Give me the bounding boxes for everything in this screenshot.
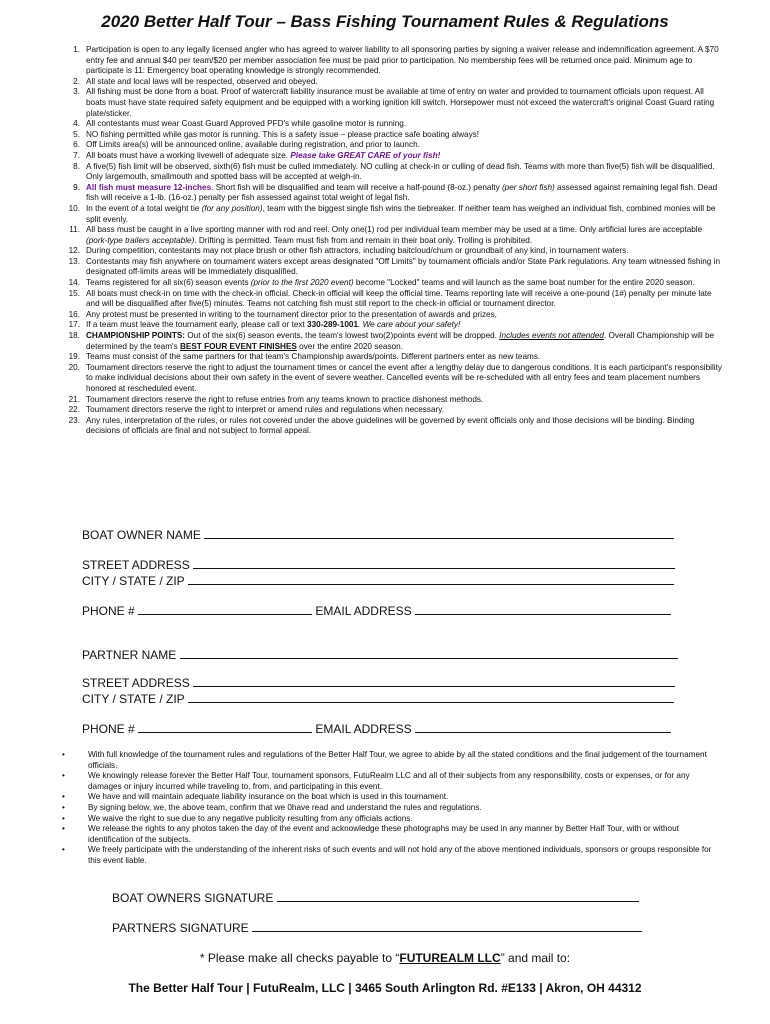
- partner-signature-field[interactable]: [252, 921, 642, 932]
- rule-number: 12.: [68, 246, 80, 256]
- rule-number: 8.: [73, 161, 80, 171]
- rule-item: [62, 77, 724, 88]
- boat-owner-name-field[interactable]: [204, 528, 674, 539]
- bullet-icon: •: [62, 813, 65, 823]
- email-label: EMAIL ADDRESS: [315, 604, 412, 618]
- boat-owner-street-row: [82, 558, 675, 572]
- boat-owner-email-field[interactable]: [415, 604, 671, 615]
- street-address-label: STREET ADDRESS: [82, 558, 190, 572]
- rule-number: 14.: [68, 278, 80, 288]
- rule-text: Participation is open to any legally licensed angler who has agreed to waiver liability to all sponsoring parties by signing a waiver release and indemnification agreement. A $70 entry fee and annual $40 per team/$20 per member association fee must be paid prior to participation. No membership fees will be returned once paid. Minimum age to participate is 11: Emergency boat operating knowledge is strongly recommended.: [86, 45, 719, 76]
- waiver-text: We have and will maintain adequate liability insurance on the boat which is used in this tournament.: [88, 792, 449, 802]
- payment-instructions: [0, 951, 770, 965]
- city-state-zip-label: CITY / STATE / ZIP: [82, 692, 185, 706]
- rule-number: 2.: [73, 76, 80, 86]
- partner-signature-label: PARTNERS SIGNATURE: [112, 921, 249, 935]
- partner-name-label: PARTNER NAME: [82, 648, 177, 662]
- rule-text: Teams registered for all six(6) season events: [86, 278, 251, 288]
- rule-item: [62, 310, 724, 321]
- bullet-icon: •: [62, 845, 65, 855]
- rule-text: Any rules, interpretation of the rules, or rules not covered under the above guidelines will be governed by event officials only and those decisions will be binding. Binding decisions of officials are final and not subject to formal appeal.: [86, 415, 695, 436]
- waiver-text: We knowingly release forever the Better Half Tour, tournament sponsors, FutuRealm LLC and all of their subjects from any responsibility, costs or expenses, or for any damages or injury incurred while traveling to, from, and participating in this event.: [88, 771, 690, 791]
- bullet-icon: •: [62, 792, 65, 802]
- rule-emphasis: All fish must measure 12-inches: [86, 182, 212, 192]
- partner-name-row: [82, 648, 678, 662]
- rule-item: [62, 405, 724, 416]
- partner-city-row: [82, 692, 674, 706]
- rule-number: 4.: [73, 119, 80, 129]
- rule-emphasis: CHAMPIONSHIP POINTS:: [86, 331, 186, 341]
- page-title: 2020 Better Half Tour – Bass Fishing Tournament Rules & Regulations: [101, 12, 669, 31]
- partner-contact-row: [82, 722, 671, 736]
- rule-item: [62, 87, 724, 119]
- rule-text: A five(5) fish limit will be observed, sixth(6) fish must be culled immediately. NO culling at check-in or culling of dead fish. Teams with more than five(5) fish will be disqualified. Only largemouth, smallmouth and spotted bass will be accepted at weigh-in.: [86, 161, 715, 182]
- mailing-address: The Better Half Tour | FutuRealm, LLC | 3465 South Arlington Rd. #E133 | Akron, OH 44312: [128, 981, 642, 995]
- rule-item: [62, 162, 724, 183]
- partner-email-field[interactable]: [415, 722, 671, 733]
- rule-item: [62, 246, 724, 257]
- rule-text: NO fishing permitted while gas motor is running. This is a safety issue – please practice safe boating always!: [86, 129, 480, 139]
- waiver-item: [62, 845, 722, 866]
- rule-item: [62, 363, 724, 395]
- rule-number: 15.: [68, 288, 80, 298]
- rule-text: If a team must leave the tournament early, please call or text: [86, 320, 308, 330]
- rule-item: [62, 289, 724, 310]
- rule-text: All state and local laws will be respected, observed and obeyed.: [86, 76, 318, 86]
- rule-emphasis: Please take GREAT CARE of your fish!: [290, 150, 441, 160]
- rule-number: 11.: [69, 225, 80, 235]
- boat-owner-city-row: [82, 574, 674, 588]
- bullet-icon: •: [62, 802, 65, 812]
- rule-number: 20.: [68, 362, 80, 372]
- rule-emphasis: BEST FOUR EVENT FINISHES: [179, 341, 297, 351]
- rule-text: become "Locked" teams and will launch as the same boat number for the entire 2020 season.: [353, 278, 695, 288]
- phone-number: 330-289-1001: [307, 320, 359, 330]
- rule-number: 7.: [73, 150, 80, 160]
- boat-owner-city-field[interactable]: [188, 574, 674, 585]
- rule-text: Off Limits area(s) will be announced online, available during registration, and prior to launch.: [86, 140, 420, 150]
- partner-street-field[interactable]: [193, 676, 675, 687]
- waiver-text: We waive the right to sue due to any negative publicity resulting from any officials actions.: [88, 813, 413, 823]
- waiver-text: By signing below, we, the above team, confirm that we 0have read and understand the rules and regulations.: [88, 802, 482, 812]
- waiver-item: [62, 803, 722, 814]
- rule-text: Tournament directors reserve the right to adjust the tournament times or cancel the event after a lengthy delay due to dangerous conditions. It is each participant's responsibility to make individual decisions about their own safety in the event of severe weather. Cancelled events will be re-scheduled with all entry fees and team placement numbers honored at rescheduled event.: [86, 362, 722, 393]
- street-address-label: STREET ADDRESS: [82, 676, 190, 690]
- phone-label: PHONE #: [82, 722, 135, 736]
- rule-number: 3.: [73, 87, 80, 97]
- rule-number: 6.: [73, 140, 80, 150]
- rule-number: 9.: [73, 182, 80, 192]
- rule-italic: (per short fish): [501, 182, 555, 192]
- rule-item: [62, 395, 724, 406]
- rule-text: In the event of a total weight tie: [86, 203, 202, 213]
- rule-italic: (for any position): [201, 203, 263, 213]
- rule-text: All contestants must wear Coast Guard Approved PFD's while gasoline motor is running.: [86, 119, 407, 129]
- waiver-item: [62, 824, 722, 845]
- rule-number: 17.: [68, 320, 80, 330]
- rule-number: 13.: [68, 256, 80, 266]
- email-label: EMAIL ADDRESS: [315, 722, 412, 736]
- waiver-text: With full knowledge of the tournament rules and regulations of the Better Half Tour, we agree to abide by all the stated conditions and the final judgement of the tournament officials.: [88, 750, 707, 770]
- waiver-list: [62, 750, 722, 867]
- bullet-icon: •: [62, 824, 65, 834]
- rule-text: Tournament directors reserve the right to refuse entries from any teams known to practice dishonest methods.: [86, 394, 484, 404]
- rule-number: 18.: [68, 331, 80, 341]
- rule-text: . Overall Championship will be determined by the team's: [86, 331, 715, 351]
- rule-text: All fishing must be done from a boat. Proof of watercraft liability insurance must be available at time of entry on water and provided to tournament officials upon request. All boats must have state required safety equipment and be equipped with a working ignition kill switch. Horsepower must not exceed the watercraft's original Coast Guard rating plate/sticker.: [86, 87, 715, 118]
- rule-text: Tournament directors reserve the right to interpret or amend rules and regulations when necessary.: [86, 405, 445, 415]
- waiver-item: [62, 814, 722, 825]
- rule-number: 22.: [68, 405, 80, 415]
- payment-text: * Please make all checks payable to “: [199, 951, 400, 965]
- rule-item: [62, 225, 724, 246]
- waiver-item: [62, 750, 722, 771]
- boat-owner-name-row: [82, 528, 674, 542]
- rule-number: 23.: [68, 415, 80, 425]
- boat-owner-contact-row: [82, 604, 671, 618]
- rule-item: [62, 140, 724, 151]
- partner-name-field[interactable]: [180, 648, 678, 659]
- rule-item: [62, 183, 724, 204]
- phone-label: PHONE #: [82, 604, 135, 618]
- boat-owner-phone-field[interactable]: [138, 604, 312, 615]
- boat-owner-name-label: BOAT OWNER NAME: [82, 528, 201, 542]
- partner-street-row: [82, 676, 675, 690]
- partner-signature-row: [112, 921, 642, 935]
- payment-text: ” and mail to:: [500, 951, 571, 965]
- rule-text: Teams must consist of the same partners for that team's Championship awards/points. Different partners enter as new teams.: [86, 352, 541, 362]
- rule-text: . Drifting is permitted. Team must fish from and remain in their boat only. Trolling is prohibited.: [194, 235, 533, 245]
- waiver-item: [62, 792, 722, 803]
- boat-owner-signature-field[interactable]: [277, 891, 639, 902]
- rule-item: [62, 204, 724, 225]
- rule-number: 21.: [68, 394, 80, 404]
- rule-item: [62, 416, 724, 437]
- rule-item: [62, 45, 724, 77]
- rule-item: [62, 352, 724, 363]
- rule-text: During competition, contestants may not place brush or other fish attractors, including baitcloud/chum or groundbait of any kind, in tournament waters.: [86, 246, 629, 256]
- rule-italic: (prior to the first 2020 event): [250, 278, 354, 288]
- waiver-text: We freely participate with the understanding of the inherent risks of such events and will not hold any of the above mentioned individuals, sponsors or groups responsible for this event liable.: [88, 845, 712, 865]
- waiver-text: We release the rights to any photos taken the day of the event and acknowledge these photographs may be used in any manner by Better Half Tour, with or without identification of the subjects.: [88, 824, 679, 844]
- rule-text: , team with the biggest single fish wins the tiebreaker. If neither team has weighed an individual fish, combined monies will be split evenly.: [86, 203, 716, 224]
- rule-text: All bass must be caught in a live sporting manner with rod and reel. Only one(1) rod per individual team member may be used at a time. Only artificial lures are acceptable: [86, 225, 703, 235]
- rule-text: . Short fish will be disqualified and team will receive a half-pound (8-oz.) penalty: [211, 182, 502, 192]
- rule-item: [62, 119, 724, 130]
- boat-owner-signature-label: BOAT OWNERS SIGNATURE: [112, 891, 274, 905]
- rule-italic: Includes events not attended: [499, 331, 604, 341]
- city-state-zip-label: CITY / STATE / ZIP: [82, 574, 185, 588]
- rule-text: All boats must have a working livewell of adequate size.: [86, 150, 291, 160]
- rule-number: 19.: [68, 352, 80, 362]
- rule-text: All boats must check-in on time with the check-in official. Check-in official will keep the official time. Teams reporting late will receive a one-pound (1#) penalty per minute late and will be disqualified after five(5) minutes. Teams not catching fish must still report to the check-in official or tournament director.: [86, 288, 712, 309]
- rule-number: 10.: [68, 203, 80, 213]
- rule-item: [62, 331, 724, 352]
- rule-text: Contestants may fish anywhere on tournament waters except areas designated "Off Limits" by tournament officials and/or State Park regulations. Any team witnessed fishing in designated off-limits areas will be immediately disqualified.: [86, 256, 721, 277]
- rule-item: [62, 130, 724, 141]
- rule-item: [62, 320, 724, 331]
- waiver-item: [62, 771, 722, 792]
- boat-owner-street-field[interactable]: [193, 558, 675, 569]
- rule-item: [62, 257, 724, 278]
- rule-number: 1.: [73, 45, 80, 54]
- rule-italic: (pork-type trailers acceptable): [86, 235, 195, 245]
- rule-italic: . We care about your safety!: [358, 320, 461, 330]
- boat-owner-signature-row: [112, 891, 639, 905]
- payee-name: FUTUREALM LLC: [399, 951, 501, 965]
- bullet-icon: •: [62, 771, 65, 781]
- rule-text: Any protest must be presented in writing to the tournament director prior to the presentation of awards and prizes,: [86, 309, 497, 319]
- rule-item: [62, 151, 724, 162]
- bullet-icon: •: [62, 750, 65, 759]
- partner-phone-field[interactable]: [138, 722, 312, 733]
- rule-text: Out of the six(6) season events, the team's lowest two(2)points event will be dropped.: [185, 331, 500, 341]
- rule-number: 16.: [68, 309, 80, 319]
- partner-city-field[interactable]: [188, 692, 674, 703]
- rule-number: 5.: [73, 129, 80, 139]
- rules-list: [62, 45, 724, 437]
- rule-text: assessed against remaining legal fish. Dead fish will receive a 1-lb. (16-oz.) penalty per fish assessed against total weight of legal fish.: [86, 182, 718, 203]
- rule-item: [62, 278, 724, 289]
- rule-text: over the entire 2020 season.: [296, 341, 403, 351]
